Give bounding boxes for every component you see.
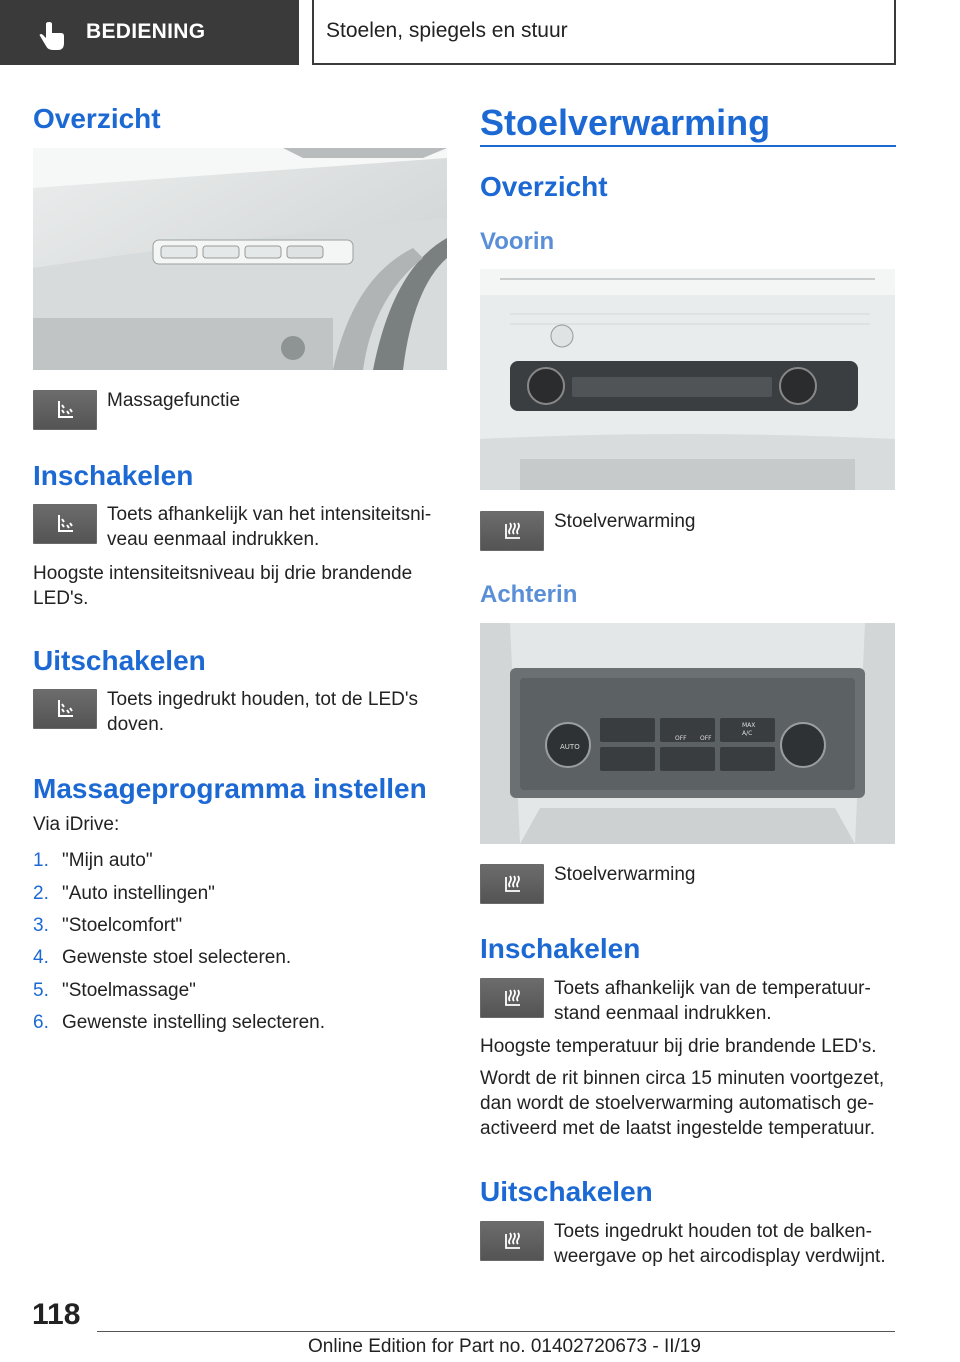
massage-key-on-icon: [33, 504, 97, 544]
seat-heating-key-icon: [480, 511, 544, 551]
right-on-heading: Inschakelen: [480, 933, 641, 964]
step-text: "Stoelcomfort": [62, 915, 183, 936]
right-overview-heading: Overzicht: [480, 171, 608, 202]
step-number: 4.: [33, 947, 49, 968]
step-number: 3.: [33, 915, 49, 936]
front-heading: Voorin: [480, 228, 555, 255]
header-chapter-box: [312, 0, 896, 65]
header-chapter-label: Stoelen, spiegels en stuur: [326, 19, 568, 42]
left-off-heading: Uitschakelen: [33, 645, 206, 676]
rear-panel-off-text-1: OFF: [675, 735, 687, 742]
step-text: "Stoelmassage": [62, 980, 196, 1001]
footer-edition: Online Edition for Part no. 01402720673 - II/19: [308, 1336, 701, 1357]
step-number: 1.: [33, 850, 49, 871]
right-on-note-1: Hoogste temperatuur bij drie brandende LED's.: [480, 1036, 877, 1057]
left-overview-heading: Overzicht: [33, 103, 161, 134]
hand-pointer-icon: [38, 22, 66, 52]
right-on-text: Toets afhankelijk van de temperatuur-stand eenmaal indrukken.: [554, 978, 871, 1024]
rear-panel-off-text-2: OFF: [700, 735, 712, 742]
step-text: Gewenste instelling selecteren.: [62, 1012, 325, 1033]
left-on-text: Toets afhankelijk van het intensiteitsni-veau eenmaal indrukken.: [107, 504, 432, 550]
page-title: Stoelverwarming: [480, 102, 771, 143]
step-number: 5.: [33, 980, 49, 1001]
footer-rule: [97, 1331, 895, 1332]
via-idrive: Via iDrive:: [33, 814, 120, 835]
title-underline: [480, 145, 896, 147]
door-panel-photo: [33, 148, 447, 370]
front-console-photo: [480, 269, 895, 490]
left-on-note: Hoogste intensiteitsniveau bij drie brandende LED's.: [33, 563, 413, 609]
left-off-text: Toets ingedrukt houden, tot de LED's doven.: [107, 689, 418, 735]
step-text: "Mijn auto": [62, 850, 153, 871]
header-section-label: BEDIENING: [86, 20, 206, 43]
header-section-tab: [0, 0, 299, 65]
rear-panel-max-text: MAX: [742, 722, 756, 729]
massage-key-off-icon: [33, 689, 97, 729]
seat-heating-on-key-icon: [480, 978, 544, 1018]
massage-label: Massagefunctie: [107, 390, 241, 411]
step-text: "Auto instellingen": [62, 883, 215, 904]
seat-heating-off-key-icon: [480, 1221, 544, 1261]
right-on-note-2: Wordt de rit binnen circa 15 minuten voortgezet, dan wordt de stoelverwarming automatisch ge-activeerd met de laatst ingestelde temperatuur.: [480, 1068, 885, 1139]
front-label: Stoelverwarming: [554, 511, 696, 532]
left-on-heading: Inschakelen: [33, 460, 194, 491]
rear-heading: Achterin: [480, 581, 578, 608]
program-heading: Massageprogramma instellen: [33, 773, 427, 804]
rear-panel-ac-text: A/C: [742, 730, 753, 737]
massage-key-icon: [33, 390, 97, 430]
right-off-text: Toets ingedrukt houden tot de balken-weergave op het aircodisplay verdwijnt.: [554, 1221, 886, 1267]
step-text: Gewenste stoel selecteren.: [62, 947, 292, 968]
rear-label: Stoelverwarming: [554, 864, 696, 885]
rear-panel-auto-text: AUTO: [560, 743, 580, 751]
seat-heating-rear-key-icon: [480, 864, 544, 904]
page-number: 118: [32, 1298, 81, 1331]
rear-console-photo: [480, 623, 895, 844]
step-number: 6.: [33, 1012, 49, 1033]
right-off-heading: Uitschakelen: [480, 1176, 653, 1207]
step-number: 2.: [33, 883, 49, 904]
